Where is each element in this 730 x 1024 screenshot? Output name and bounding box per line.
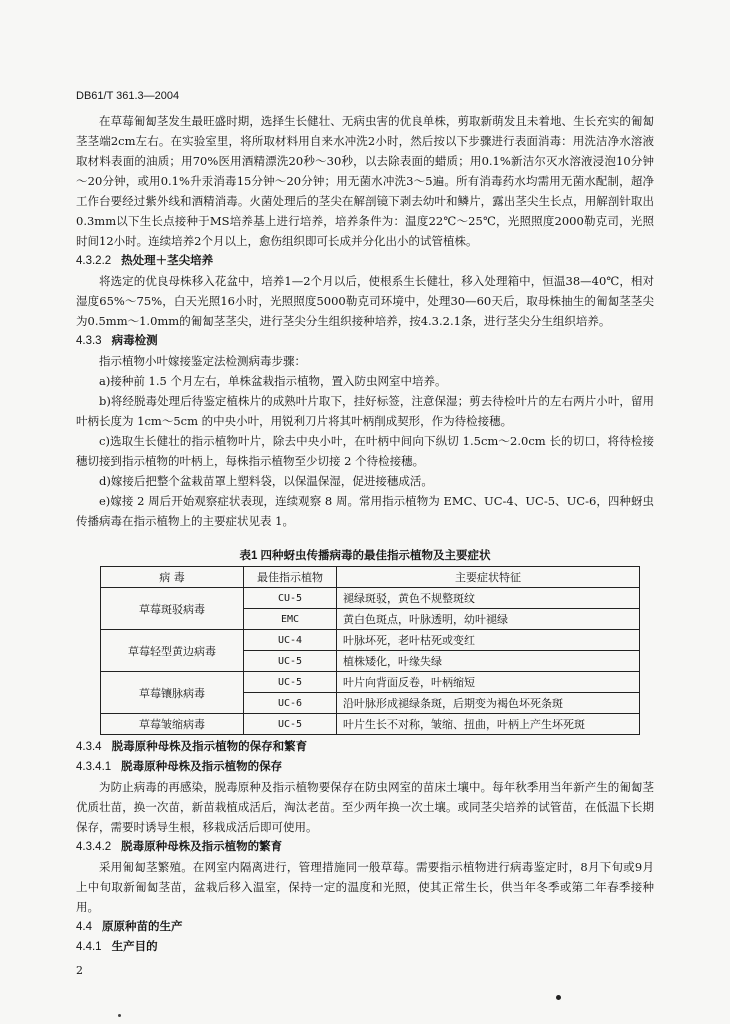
paragraph-lead: 指示植物小叶嫁接鉴定法检测病毒步骤： xyxy=(99,354,306,368)
symptom-cell: 沿叶脉形成褪绿条斑，后期变为褐色坏死条斑 xyxy=(337,693,640,714)
virus-cell: 草莓斑驳病毒 xyxy=(101,588,244,630)
lower-body xyxy=(76,737,654,957)
plant-cell: UC-5 xyxy=(244,714,337,735)
plant-cell: UC-5 xyxy=(244,651,337,672)
heading-number: 4.3.3 xyxy=(76,335,102,347)
header-symptom: 主要症状特征 xyxy=(337,567,640,588)
table-title: 表1 四种蚜虫传播病毒的最佳指示植物及主要症状 xyxy=(239,550,491,562)
symptom-cell: 植株矮化，叶缘失绿 xyxy=(337,651,640,672)
symptom-cell: 褪绿斑驳，黄色不规整斑纹 xyxy=(337,588,640,609)
heading-number: 4.4 xyxy=(76,921,92,933)
step-a: a)接种前 1.5 个月左右，单株盆栽指示植物，置入防虫网室中培养。 xyxy=(99,374,447,388)
step-d: d)嫁接后把整个盆栽苗罩上塑料袋，以保温保湿，促进接穗成活。 xyxy=(99,474,433,488)
plant-cell: UC-5 xyxy=(244,672,337,693)
symptom-cell: 叶脉坏死，老叶枯死或变红 xyxy=(337,630,640,651)
heading-title: 脱毒原种母株及指示植物的保存和繁育 xyxy=(111,741,308,753)
virus-table xyxy=(100,566,640,735)
scan-speck xyxy=(556,995,561,1000)
scan-speck xyxy=(118,1014,121,1017)
plant-cell: UC-4 xyxy=(244,630,337,651)
heading-4-3-2-2 xyxy=(76,251,654,271)
virus-cell: 草莓轻型黄边病毒 xyxy=(101,630,244,672)
paragraph-4-3-4-1: 为防止病毒的再感染，脱毒原种及指示植物要保存在防虫网室的苗床土壤中。每年秋季用当年新产生的匍匐茎优质壮苗，换一次苗，新苗栽植成活后，淘汰老苗。至少两年换一次土壤。或同茎尖培养的试管苗，在低温下长期保存，需要时诱导生根，移栽成活后即可使用。 xyxy=(76,780,654,834)
standard-header: DB61/T 361.3—2004 xyxy=(76,90,180,102)
virus-cell: 草莓皱缩病毒 xyxy=(101,714,244,735)
header-virus: 病 毒 xyxy=(101,567,244,588)
heading-4-3-4-1 xyxy=(76,757,654,777)
plant-cell: EMC xyxy=(244,609,337,630)
heading-title: 生产目的 xyxy=(111,941,158,953)
heading-4-3-4-2 xyxy=(76,837,654,857)
heading-title: 原原种苗的生产 xyxy=(102,921,183,933)
heading-4-3-4 xyxy=(76,737,654,757)
step-c: c)选取生长健壮的指示植物叶片，除去中央小叶，在叶柄中间向下纵切 1.5cm～2.0cm 长的切口，将待检接穗切接到指示植物的叶柄上，每株指示植物至少切接 2 个待检接穗。 xyxy=(76,434,654,468)
table-row xyxy=(101,672,640,693)
paragraph-4-3-4-2: 采用匍匐茎繁殖。在网室内隔离进行，管理措施同一般草莓。需要指示植物进行病毒鉴定时，8月下旬或9月上中旬取新匍匐茎苗，盆栽后移入温室，保持一定的温度和光照，使其正常生长，供当年冬季或第二年春季接种用。 xyxy=(76,860,654,914)
heading-title: 病毒检测 xyxy=(111,335,158,347)
symptom-cell: 黄白色斑点，叶脉透明，幼叶褪绿 xyxy=(337,609,640,630)
heading-title: 脱毒原种母株及指示植物的保存 xyxy=(121,761,283,773)
plant-cell: UC-6 xyxy=(244,693,337,714)
intro-paragraph: 在草莓匍匐茎发生最旺盛时期，选择生长健壮、无病虫害的优良单株，剪取新萌发且未着地、生长充实的匍匐茎茎端2cm左右。在实验室里，将所取材料用自来水冲洗2小时，然后按以下步骤进行表面消毒：用洗洁净水溶液取材料表面的油质；用70%医用酒精漂洗20秒～30秒，以去除表面的蜡质；用0.1%新洁尔灭水溶液浸泡10分钟～20分钟，或用0.1%升汞消毒15分钟～20分钟；用无菌水冲洗3～5遍。所有消毒药水均需用无菌水配制，超净工作台要经过紫外线和酒精消毒。火菌处理后的茎尖在解剖镜下剥去幼叶和鳞片，露出茎尖生长点，用解剖针取出0.3mm以下生长点接种于MS培养基上进行培养，培养条件为：温度22℃～25℃，光照照度2000勒克司，光照时间12小时。连续培养2个月以上，愈伤组织即可长成并分化出小的试管植株。 xyxy=(76,114,654,248)
upper-body xyxy=(76,111,654,531)
heading-number: 4.3.2.2 xyxy=(76,255,112,267)
heading-number: 4.3.4.2 xyxy=(76,841,112,853)
virus-cell: 草莓镶脉病毒 xyxy=(101,672,244,714)
plant-cell: CU-5 xyxy=(244,588,337,609)
heading-number: 4.4.1 xyxy=(76,941,102,953)
symptom-cell: 叶片生长不对称，皱缩、扭曲，叶柄上产生坏死斑 xyxy=(337,714,640,735)
table-row xyxy=(101,714,640,735)
table-row xyxy=(101,630,640,651)
page-number: 2 xyxy=(76,964,83,977)
heading-title: 热处理＋茎尖培养 xyxy=(121,255,214,267)
heading-4-4 xyxy=(76,917,654,937)
step-e: e)嫁接 2 周后开始观察症状表现，连续观察 8 周。常用指示植物为 EMC、UC-4、UC-5、UC-6，四种蚜虫传播病毒在指示植物上的主要症状见表 1。 xyxy=(76,494,654,528)
symptom-cell: 叶片向背面反卷，叶柄缩短 xyxy=(337,672,640,693)
heading-number: 4.3.4 xyxy=(76,741,102,753)
table-header-row xyxy=(101,567,640,588)
header-plant: 最佳指示植物 xyxy=(244,567,337,588)
heading-4-4-1 xyxy=(76,937,654,957)
heading-title: 脱毒原种母株及指示植物的繁育 xyxy=(121,841,283,853)
step-b: b)将经脱毒处理后待鉴定植株片的成熟叶片取下，挂好标签，注意保湿；剪去待检叶片的左右两片小叶，留用叶柄长度为 1cm～5cm 的中央小叶，用锐利刀片将其叶柄削成契形，作为待检接穗。 xyxy=(76,394,654,428)
heading-number: 4.3.4.1 xyxy=(76,761,112,773)
paragraph-4-3-2-2: 将选定的优良母株移入花盆中，培养1—2个月以后，使根系生长健壮，移入处理箱中，恒温38—40℃，相对湿度65%～75%，白天光照16小时，光照照度5000勒克司环境中，处理30—60天后，取母株抽生的匍匐茎茎尖为0.5mm～1.0mm的匍匐茎茎尖，进行茎尖分生组织接种培养，按4.3.2.1条，进行茎尖分生组织培养。 xyxy=(76,274,654,328)
table-row xyxy=(101,588,640,609)
heading-4-3-3 xyxy=(76,331,654,351)
